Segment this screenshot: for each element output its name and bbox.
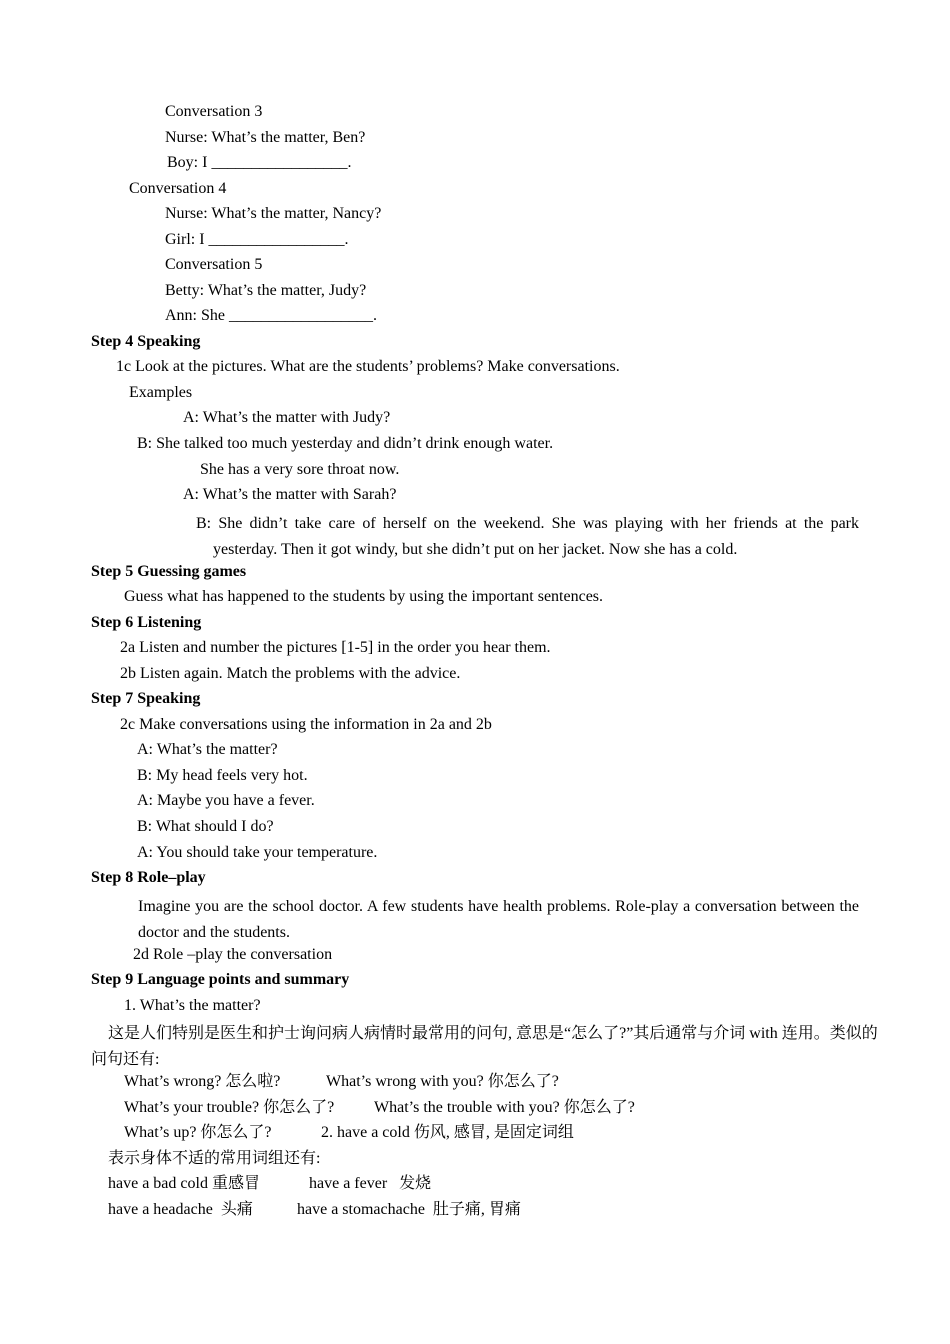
step-7-dialogue-line: A: What’s the matter? [137, 741, 278, 758]
conversation-3-nurse-line: Nurse: What’s the matter, Ben? [165, 129, 366, 146]
step-4-example-a1: A: What’s the matter with Judy? [183, 409, 391, 426]
step-7-dialogue-line: B: My head feels very hot. [137, 767, 308, 784]
conversation-3-title: Conversation 3 [165, 103, 263, 120]
step-5-heading: Step 5 Guessing games [91, 563, 247, 580]
step-9-explanation: 这是人们特别是医生和护士询问病人病情时最常用的问句, 意思是“怎么了?”其后通常与介词 with 连用。类似的问句还有: [91, 1025, 878, 1068]
conversation-4-girl-line: Girl: I _________________. [165, 231, 349, 248]
step-6-heading: Step 6 Listening [91, 614, 202, 631]
step-4-examples-label: Examples [129, 384, 193, 401]
step-9-point-2: 2. have a cold 伤风, 感冒, 是固定词组 [321, 1124, 574, 1141]
step-6-item-2a: 2a Listen and number the pictures [1-5] in the order you hear them. [120, 639, 551, 656]
conversation-4-nurse-line: Nurse: What’s the matter, Nancy? [165, 205, 382, 222]
step-7-dialogue-line: A: You should take your temperature. [137, 844, 378, 861]
step-9-question-variant: What’s your trouble? 你怎么了? [124, 1099, 335, 1116]
step-9-question-variant: What’s up? 你怎么了? [124, 1124, 272, 1141]
step-7-heading: Step 7 Speaking [91, 690, 201, 707]
step-9-question-variant: What’s wrong with you? 你怎么了? [326, 1073, 559, 1090]
step-4-heading: Step 4 Speaking [91, 333, 201, 350]
step-9-phrase: have a stomachache 肚子痛, 胃痛 [297, 1201, 521, 1218]
step-4-example-b1-continued: She has a very sore throat now. [200, 461, 400, 478]
step-4-example-b1: B: She talked too much yesterday and didn’t drink enough water. [137, 435, 554, 452]
step-9-point-1: 1. What’s the matter? [124, 997, 261, 1014]
step-9-question-variant: What’s the trouble with you? 你怎么了? [374, 1099, 635, 1116]
step-9-heading: Step 9 Language points and summary [91, 971, 350, 988]
step-9-phrase: have a bad cold 重感冒 [108, 1175, 260, 1192]
step-8-text: Imagine you are the school doctor. A few students have health problems. Role-play a conversation between the doctor and the students. [138, 898, 859, 941]
step-7-dialogue-line: A: Maybe you have a fever. [137, 792, 315, 809]
conversation-4-title: Conversation 4 [129, 180, 227, 197]
step-4-instruction: 1c Look at the pictures. What are the students’ problems? Make conversations. [116, 358, 620, 375]
step-9-phrase: have a headache 头痛 [108, 1201, 253, 1218]
step-7-dialogue-line: B: What should I do? [137, 818, 274, 835]
step-8-heading: Step 8 Role–play [91, 869, 206, 886]
step-7-instruction: 2c Make conversations using the information in 2a and 2b [120, 716, 492, 733]
conversation-5-ann-line: Ann: She __________________. [165, 307, 377, 324]
step-4-example-a2: A: What’s the matter with Sarah? [183, 486, 397, 503]
conversation-5-betty-line: Betty: What’s the matter, Judy? [165, 282, 367, 299]
step-5-text: Guess what has happened to the students by using the important sentences. [124, 588, 604, 605]
step-9-phrase: have a fever 发烧 [309, 1175, 432, 1192]
conversation-5-title: Conversation 5 [165, 256, 263, 273]
step-6-item-2b: 2b Listen again. Match the problems with the advice. [120, 665, 461, 682]
step-9-question-variant: What’s wrong? 怎么啦? [124, 1073, 281, 1090]
step-8-item-2d: 2d Role –play the conversation [133, 946, 333, 963]
step-4-example-b2: B: She didn’t take care of herself on the weekend. She was playing with her friends at the park yesterday. Then it got windy, but she didn’t put on her jacket. Now she has a cold. [196, 515, 859, 558]
conversation-3-boy-line: Boy: I _________________. [167, 154, 352, 171]
step-9-common-phrases-label: 表示身体不适的常用词组还有: [108, 1150, 321, 1167]
